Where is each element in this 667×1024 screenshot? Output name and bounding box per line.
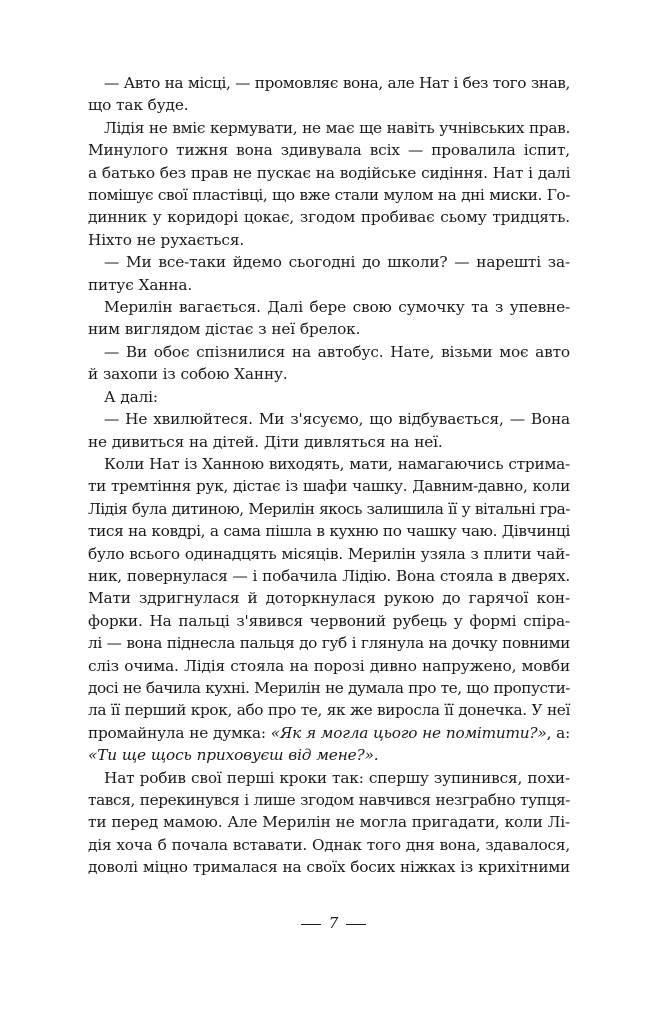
- text-line: Коли Нат із Ханною виходять, мати, намагаючись стрима-: [104, 454, 570, 473]
- right-dash: [346, 924, 366, 925]
- page-footer: [0, 914, 667, 932]
- text-line: доволі міцно трималася на своїх босих ніжках із крихітними: [88, 858, 570, 877]
- left-dash: [301, 924, 321, 925]
- text-line: А далі:: [104, 387, 158, 406]
- body-text: [88, 72, 570, 879]
- text-line: тався, перекинувся і лише згодом навчився незграбно тупця-: [88, 791, 570, 809]
- text-line: Мерилін вагається. Далі бере свою сумочку та з упевне-: [104, 298, 570, 317]
- text-line: ла її перший крок, або про те, як же виросла її донечка. У неї: [88, 701, 570, 720]
- text-line: — Ми все-таки йдемо сьогодні до школи? — нарешті за-: [104, 253, 570, 272]
- text-line: — Не хвилюйтеся. Ми з'ясуємо, що відбувається, — Вона: [104, 410, 570, 429]
- text-line: Ніхто не рухається.: [88, 230, 245, 249]
- text-line: сліз очима. Лідія стояла на порозі дивно напружено, мовби: [88, 656, 570, 675]
- text-line: ник, повернулася — і побачила Лідію. Вона стояла в дверях.: [88, 566, 570, 585]
- text-line: промайнула не думка: «Як я могла цього не помітити?», а:: [88, 723, 570, 742]
- text-line: тися на ковдрі, а сама пішла в кухню по чашку чаю. Дівчинці: [88, 522, 570, 541]
- text-line: ним виглядом дістає з неї брелок.: [88, 320, 361, 339]
- text-line: ти тремтіння рук, дістає із шафи чашку. Давним-давно, коли: [88, 477, 570, 496]
- text-line: помішує свої пластівці, що вже стали мулом на дні миски. Го-: [88, 186, 570, 205]
- italic-quote: «Ти ще щось приховуєш від мене?».: [88, 746, 379, 765]
- text-line: ти перед мамою. Але Мерилін не могла пригадати, коли Лі-: [88, 813, 570, 832]
- text-line: питує Ханна.: [88, 275, 193, 294]
- text-line: динник у коридорі цокає, згодом пробиває сьому тридцять.: [88, 208, 570, 227]
- text-line: Нат робив свої перші кроки так: спершу зупинився, похи-: [104, 768, 570, 787]
- text-line: й захопи із собою Ханну.: [88, 365, 288, 384]
- text-line: було всього одинадцять місяців. Мерилін узяла з плити чай-: [88, 544, 570, 563]
- text-line: Мати здригнулася й доторкнулася рукою до гарячої кон-: [88, 589, 570, 608]
- text-line: [88, 744, 570, 766]
- text-line: не дивиться на дітей. Діти дивляться на неї.: [88, 432, 443, 451]
- page-number: 7: [328, 914, 339, 932]
- text-line: досі не бачила кухні. Мерилін не думала про те, що пропусти-: [88, 678, 570, 697]
- text-line: що так буде.: [88, 96, 189, 115]
- text-line: форки. На пальці з'явився червоний рубець у формі спіра-: [88, 611, 570, 630]
- text-line: Минулого тижня вона здивувала всіх — провалила іспит,: [88, 141, 570, 160]
- text-line: — Авто на місці, — промовляє вона, але Нат і без того знав,: [104, 74, 570, 92]
- text-line: Лідія була дитиною, Мерилін якось залишила її у вітальні гра-: [88, 499, 570, 518]
- text-line: — Ви обоє спізнилися на автобус. Нате, візьми моє авто: [104, 342, 570, 361]
- text-line: лі — вона піднесла пальця до губ і глянула на дочку повними: [88, 634, 570, 653]
- text-line: дія хоча б почала вставати. Однак того дня вона, здавалося,: [88, 835, 570, 854]
- text-line: а батько без прав не пускає на водійське сидіння. Нат і далі: [88, 163, 571, 182]
- italic-quote: «Як я могла цього не помітити?»: [270, 723, 547, 742]
- text-line: Лідія не вміє кермувати, не має ще навіть учнівських прав.: [104, 118, 570, 137]
